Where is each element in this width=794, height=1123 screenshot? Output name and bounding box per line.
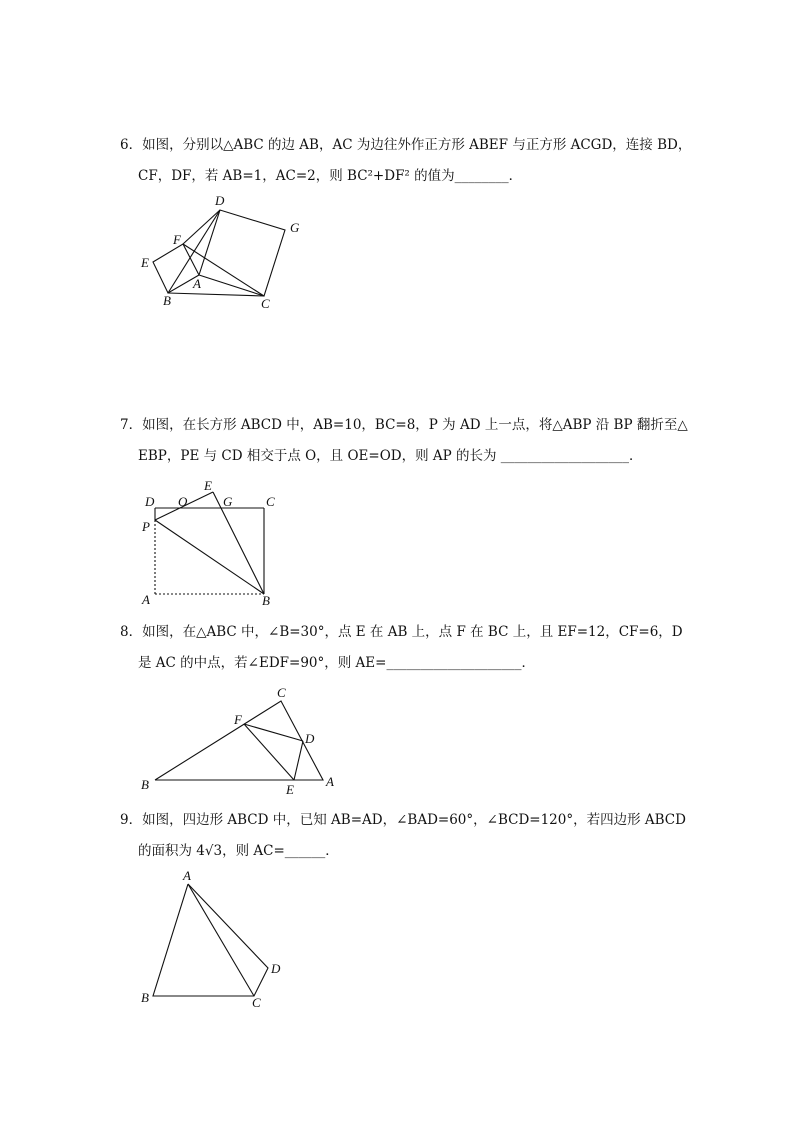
problem-8-line-2: 是 AC 的中点，若∠EDF=90°，则 AE=____________________． (138, 655, 535, 671)
p9-label-a: A (183, 868, 191, 883)
p9-label-b: B (141, 990, 149, 1005)
p6-label-c: C (261, 296, 270, 311)
p7-label-p: P (142, 519, 150, 534)
p7-label-b: B (262, 593, 270, 608)
p7-label-g: G (223, 494, 233, 509)
problem-6-line-1: 6．如图，分别以△ABC 的边 AB，AC 为边往外作正方形 ABEF 与正方形 ACGD，连接 BD， (120, 137, 692, 153)
p7-label-d: D (145, 494, 155, 509)
problem-9-line-1: 9．如图，四边形 ABCD 中，已知 AB=AD，∠BAD=60°，∠BCD=120°，若四边形 ABCD (120, 812, 686, 828)
p6-label-g: G (290, 220, 300, 235)
problem-6-line-2: CF，DF，若 AB=1，AC=2，则 BC²+DF² 的值为________． (138, 168, 523, 184)
p8-label-c: C (277, 685, 286, 700)
p7-label-e: E (204, 478, 212, 493)
p8-label-b: B (141, 777, 149, 792)
p6-label-a: A (193, 276, 201, 291)
problem-7-line-1: 7．如图，在长方形 ABCD 中，AB=10，BC=8，P 为 AD 上一点，将△ABP 沿 BP 翻折至△ (120, 417, 688, 433)
p7-label-a: A (142, 592, 150, 607)
problem-8-line-1: 8．如图，在△ABC 中，∠B=30°，点 E 在 AB 上，点 F 在 BC 上，且 EF=12，CF=6，D (120, 624, 683, 640)
p8-label-f: F (234, 712, 242, 727)
p6-label-d: D (215, 193, 225, 208)
p7-label-o: O (178, 494, 188, 509)
problem-7-line-2: EBP，PE 与 CD 相交于点 O，且 OE=OD，则 AP 的长为 ___________________． (138, 448, 643, 464)
p6-label-e: E (141, 255, 149, 270)
p8-label-e: E (286, 782, 294, 797)
p9-label-d: D (271, 961, 281, 976)
p8-label-a: A (326, 774, 334, 789)
p8-label-d: D (305, 731, 315, 746)
problem-9-line-2: 的面积为 4√3，则 AC=______． (138, 843, 339, 859)
p6-label-f: F (173, 232, 181, 247)
p6-label-b: B (163, 293, 171, 308)
p7-label-c: C (266, 494, 275, 509)
p9-label-c: C (252, 995, 261, 1010)
